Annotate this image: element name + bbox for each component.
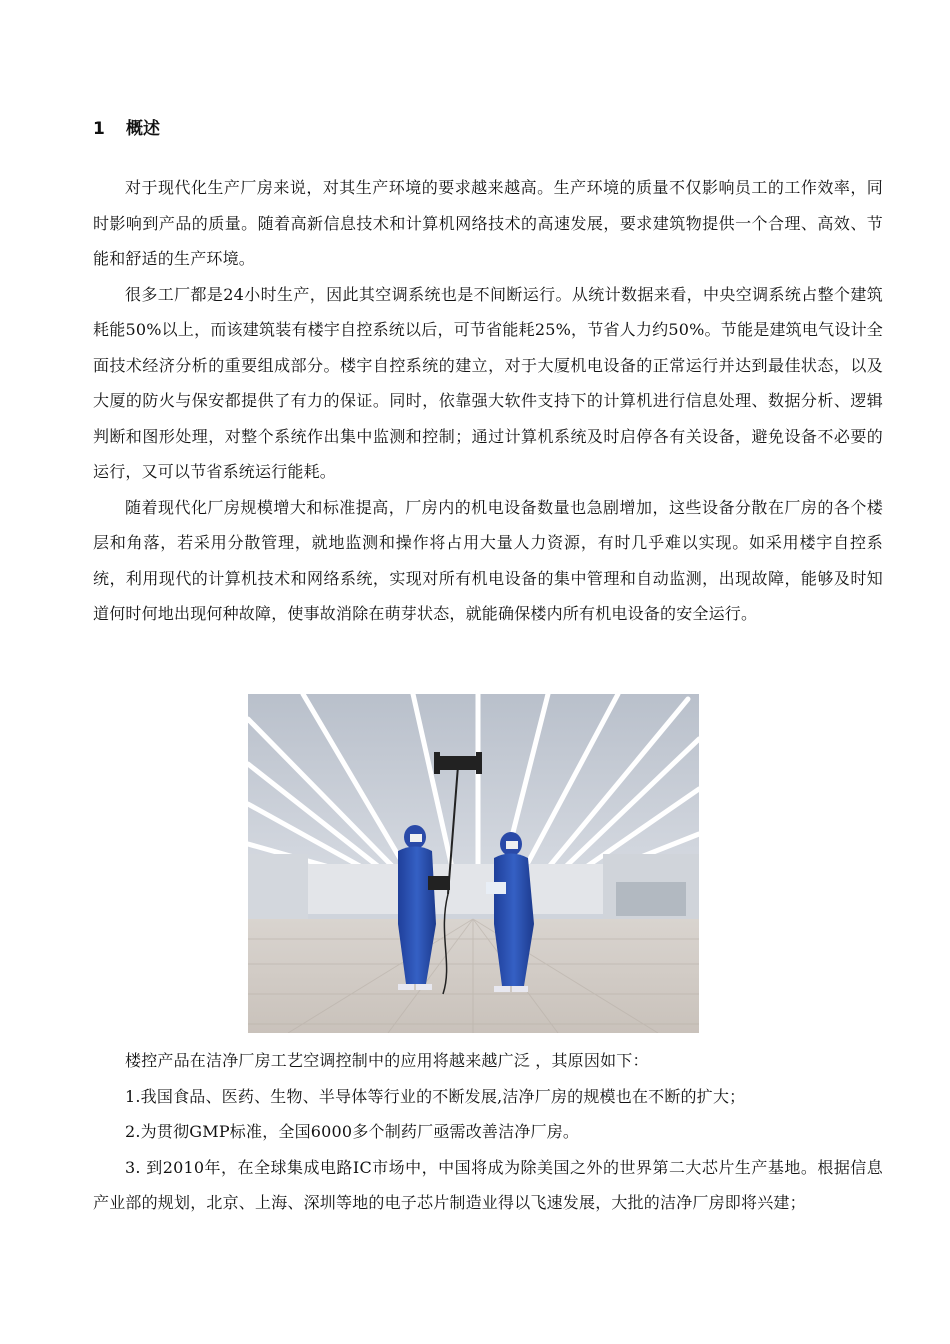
list-item: 1.我国食品、医药、生物、半导体等行业的不断发展,洁净厂房的规模也在不断的扩大； xyxy=(125,1086,746,1106)
paragraph: 很多工厂都是24小时生产，因此其空调系统也是不间断运行。从统计数据来看，中央空调系统占整个建筑耗能50%以上，而该建筑装有楼宇自控系统以后，可节省能耗25%，节省人力约50%。节能是建筑电气设计全面技术经济分析的重要组成部分。楼宇自控系统的建立，对于大厦机电设备的正常运行并达到最佳状态，以及大厦的防火与保安都提供了有力的保证。同时，依靠强大软件支持下的计算机进行信息处理、数据分析、逻辑判断和图形处理，对整个系统作出集中监测和控制；通过计算机系统及时启停各有关设备，避免设备不必要的运行，又可以节省系统运行能耗。 xyxy=(93,284,883,481)
list-item: 3. 到2010年，在全球集成电路IC市场中，中国将成为除美国之外的世界第二大芯片生产基地。根据信息产业部的规划，北京、上海、深圳等地的电子芯片制造业得以飞速发展，大批的洁净厂房即将兴建； xyxy=(93,1157,883,1212)
reasons-text xyxy=(93,1043,883,1221)
intro-text xyxy=(93,170,883,632)
section-number: 1 xyxy=(93,119,105,139)
paragraph: 楼控产品在洁净厂房工艺空调控制中的应用将越来越广泛 ，其原因如下： xyxy=(125,1051,649,1070)
paragraph: 随着现代化厂房规模增大和标准提高，厂房内的机电设备数量也急剧增加，这些设备分散在厂房的各个楼层和角落，若采用分散管理，就地监测和操作将占用大量人力资源，有时几乎难以实现。如采用楼宇自控系统，利用现代的计算机技术和网络系统，实现对所有机电设备的集中管理和自动监测，出现故障，能够及时知道何时何地出现何种故障，使事故消除在萌芽状态，就能确保楼内所有机电设备的安全运行。 xyxy=(93,497,883,623)
cleanroom-photo xyxy=(248,694,699,1033)
list-item: 2.为贯彻GMP标准，全国6000多个制药厂亟需改善洁净厂房。 xyxy=(125,1122,580,1141)
paragraph: 对于现代化生产厂房来说，对其生产环境的要求越来越高。生产环境的质量不仅影响员工的工作效率，同时影响到产品的质量。随着高新信息技术和计算机网络技术的高速发展，要求建筑物提供一个合理、高效、节能和舒适的生产环境。 xyxy=(93,178,883,268)
section-title: 概述 xyxy=(126,119,160,139)
section-heading xyxy=(93,116,160,142)
